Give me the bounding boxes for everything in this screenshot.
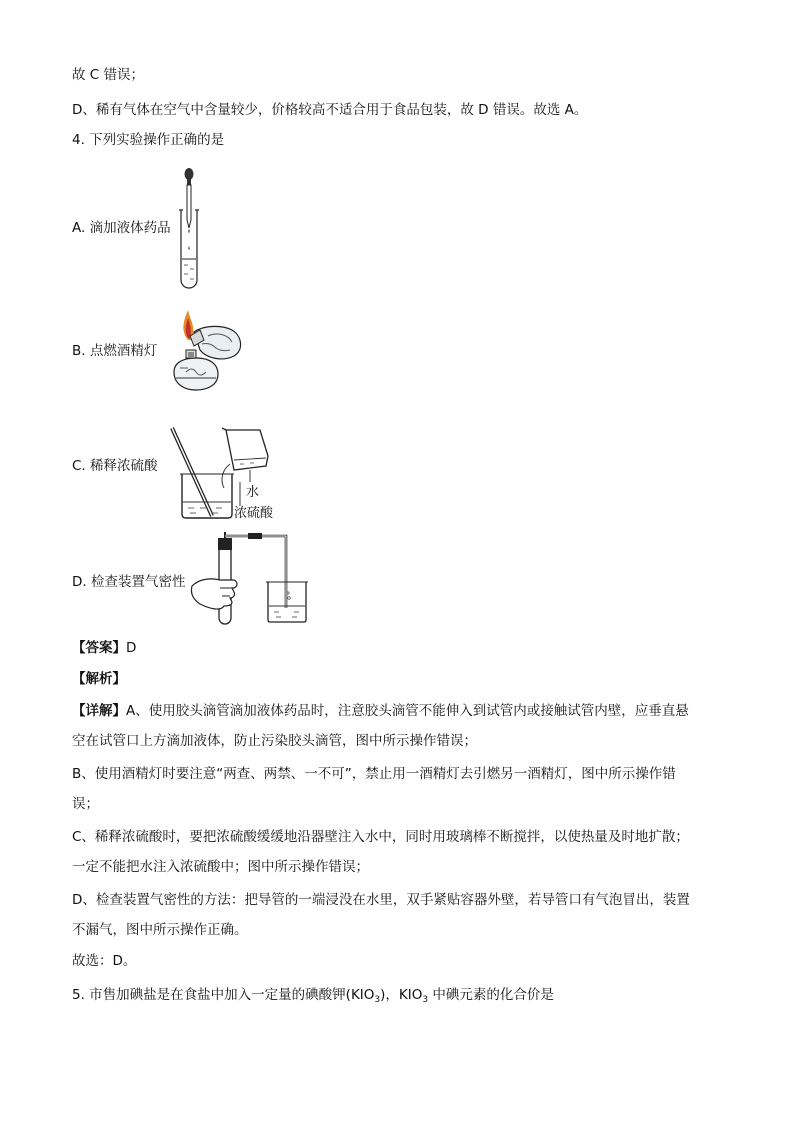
answer-value: D <box>126 640 137 656</box>
detail-b-line-2: 误； <box>72 796 99 812</box>
text-line: D、稀有气体在空气中含量较少，价格较高不适合用于食品包装，故 D 错误。故选 A。 <box>72 102 588 118</box>
q5-text-b: )，KIO <box>380 987 423 1003</box>
detail-d-line-2: 不漏气，图中所示操作正确。 <box>72 922 248 938</box>
detail-b-line-1: B、使用酒精灯时要注意“两查、两禁、一不可”，禁止用一酒精灯去引燃另一酒精灯，图中所示操作错 <box>72 766 676 782</box>
detail-a-text-1: A、使用胶头滴管滴加液体药品时，注意胶头滴管不能伸入到试管内或接触试管内壁，应垂直悬 <box>126 703 689 719</box>
q5-subscript-2: 3 <box>422 995 429 1005</box>
q5-subscript-1: 3 <box>374 995 381 1005</box>
analysis-tag-text: 【解析】 <box>72 671 126 687</box>
detail-c-line-1: C、稀释浓硫酸时，要把浓硫酸缓缓地沿器壁注入水中，同时用玻璃棒不断搅拌，以使热量及时地扩散； <box>72 829 689 845</box>
option-b-label: B. 点燃酒精灯 <box>72 343 158 359</box>
conclusion-line: 故选：D。 <box>72 953 137 969</box>
detail-a-line-1 <box>72 702 689 720</box>
text-line: 故 C 错误； <box>72 67 145 83</box>
question-5 <box>72 986 554 1004</box>
detail-c-line-2: 一定不能把水注入浓硫酸中；图中所示操作错误； <box>72 859 369 875</box>
q5-text-a: 5. 市售加碘盐是在食盐中加入一定量的碘酸钾(KIO <box>72 987 375 1003</box>
figure-dropper-test-tube <box>176 166 202 290</box>
answer-tag: 【答案】 <box>72 640 126 656</box>
figure-dilute-acid <box>168 424 286 524</box>
analysis-tag <box>72 670 126 688</box>
figure-airtightness-check <box>190 532 312 628</box>
answer-line <box>72 639 136 657</box>
water-label: 水 <box>246 485 260 500</box>
detail-d-line-1: D、检查装置气密性的方法：把导管的一端浸没在水里，双手紧贴容器外壁，若导管口有气泡冒出，装置 <box>72 892 690 908</box>
q5-text-c: 中碘元素的化合价是 <box>428 987 554 1003</box>
figure-alcohol-lamps <box>166 306 246 394</box>
detail-a-line-2: 空在试管口上方滴加液体，防止污染胶头滴管，图中所示操作错误； <box>72 733 477 749</box>
option-c-label: C. 稀释浓硫酸 <box>72 458 158 474</box>
option-a-label: A. 滴加液体药品 <box>72 220 171 236</box>
detail-tag: 【详解】 <box>72 703 126 719</box>
question-4: 4. 下列实验操作正确的是 <box>72 132 225 148</box>
acid-label: 浓硫酸 <box>234 506 274 521</box>
option-d-label: D. 检查装置气密性 <box>72 574 186 590</box>
